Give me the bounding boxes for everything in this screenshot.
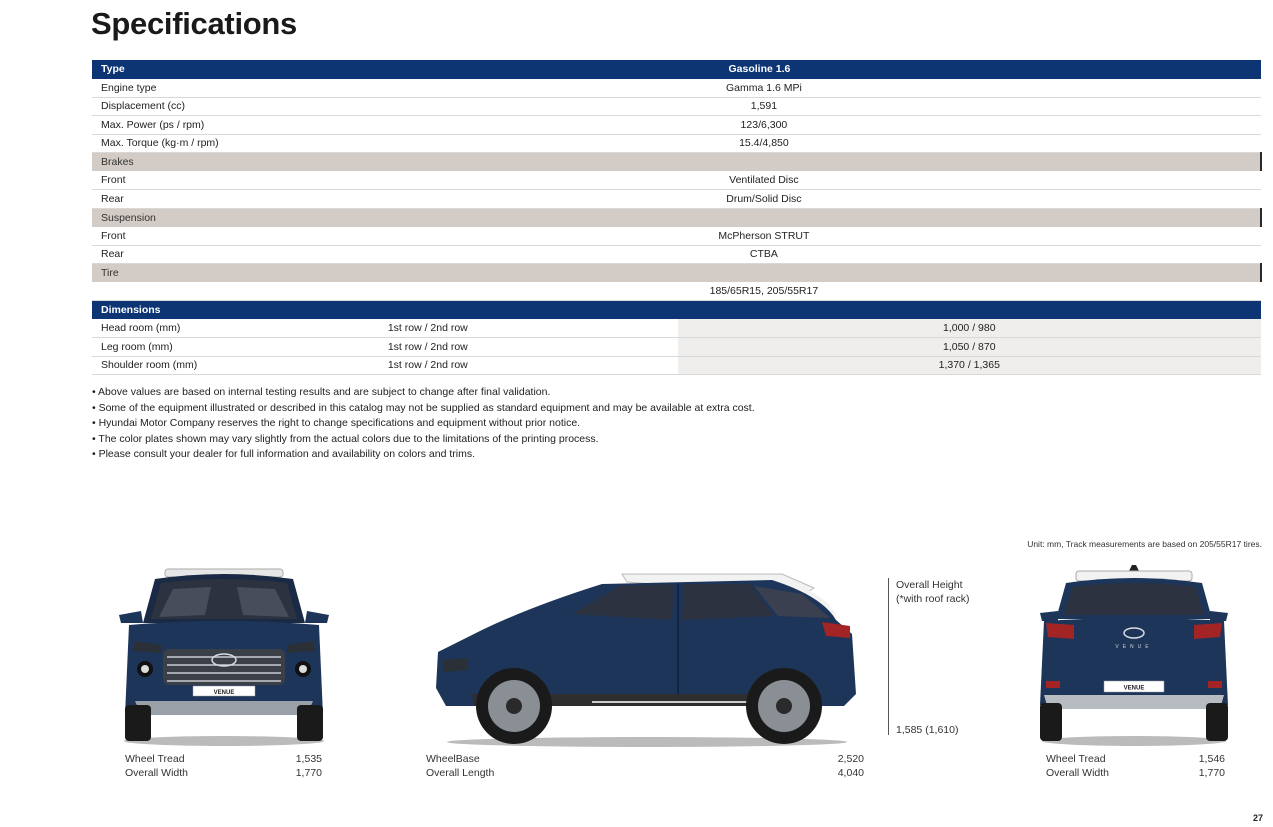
row-label: Max. Power (ps / rpm) <box>92 116 379 135</box>
front-wheel-tread-label: Wheel Tread <box>125 753 185 765</box>
overall-height-line <box>888 578 889 735</box>
row-value: 1,591 <box>379 97 1261 116</box>
front-wheel-tread-value: 1,535 <box>295 753 322 765</box>
section-label: Suspension <box>92 208 1261 227</box>
table-row <box>92 282 1261 301</box>
row-label: Displacement (cc) <box>92 97 379 116</box>
tire-section-row <box>92 264 1261 283</box>
type-header-row <box>92 60 1261 79</box>
row-sublabel: 1st row / 2nd row <box>379 319 678 338</box>
dimensions-header-row <box>92 301 1261 320</box>
overall-height-value: 1,585 (1,610) <box>896 724 959 736</box>
note-item: • Hyundai Motor Company reserves the right to change specifications and equipment without prior notice. <box>92 417 581 430</box>
dimensions-label: Dimensions <box>92 301 1261 320</box>
overall-length-label: Overall Length <box>426 767 495 779</box>
table-row <box>92 356 1261 375</box>
row-value: Ventilated Disc <box>379 171 1261 190</box>
row-value: 1,000 / 980 <box>678 319 1261 338</box>
row-value: 15.4/4,850 <box>379 134 1261 153</box>
row-label: Max. Torque (kg·m / rpm) <box>92 134 379 153</box>
table-row <box>92 97 1261 116</box>
rear-wheel-tread-label: Wheel Tread <box>1046 753 1106 765</box>
car-side-view-image <box>432 566 862 748</box>
row-value: 1,370 / 1,365 <box>678 356 1261 375</box>
wheelbase-value: 2,520 <box>837 753 864 765</box>
tire-value: 185/65R15, 205/55R17 <box>379 282 1261 301</box>
rear-overall-width-value: 1,770 <box>1198 767 1225 779</box>
unit-note: Unit: mm, Track measurements are based on 205/55R17 tires. <box>1027 539 1262 549</box>
section-label: Brakes <box>92 153 1261 172</box>
rear-overall-width-label: Overall Width <box>1046 767 1110 779</box>
row-label: Rear <box>92 190 379 209</box>
page-number: 27 <box>1252 813 1263 823</box>
section-label: Tire <box>92 264 1261 283</box>
row-value: Gamma 1.6 MPi <box>379 79 1261 98</box>
row-value: CTBA <box>379 245 1261 264</box>
table-row <box>92 227 1261 246</box>
svg-text:VENUE: VENUE <box>1115 644 1153 650</box>
note-item: • Please consult your dealer for full information and availability on colors and trims. <box>92 448 476 461</box>
note-item: • Above values are based on internal testing results and are subject to change after final validation. <box>92 386 551 398</box>
row-value: McPherson STRUT <box>379 227 1261 246</box>
brakes-section-row <box>92 153 1261 172</box>
row-value: Drum/Solid Disc <box>379 190 1261 209</box>
row-label: Head room (mm) <box>92 319 379 338</box>
specifications-table <box>92 60 1262 375</box>
row-label: Leg room (mm) <box>92 338 379 357</box>
type-value: Gasoline 1.6 <box>379 60 1261 79</box>
table-row <box>92 245 1261 264</box>
table-row <box>92 116 1261 135</box>
row-value: 1,050 / 870 <box>678 338 1261 357</box>
suspension-section-row <box>92 208 1261 227</box>
rear-measurements <box>1046 752 1225 780</box>
front-overall-width-label: Overall Width <box>125 767 189 779</box>
wheelbase-label: WheelBase <box>426 753 480 765</box>
note-item: • Some of the equipment illustrated or described in this catalog may not be supplied as standard equipment and may be available at extra cost. <box>92 401 755 414</box>
note-item: • The color plates shown may vary slightly from the actual colors due to the limitations of the printing process. <box>92 432 599 445</box>
front-license-plate: VENUE <box>213 690 235 696</box>
front-overall-width-value: 1,770 <box>295 767 322 779</box>
rear-license-plate: VENUE <box>1123 685 1145 692</box>
row-sublabel: 1st row / 2nd row <box>379 356 678 375</box>
table-row <box>92 338 1261 357</box>
overall-height-label: Overall Height (*with roof rack) <box>896 579 970 605</box>
table-row <box>92 134 1261 153</box>
row-label: Rear <box>92 245 379 264</box>
car-rear-view-image <box>1036 565 1232 747</box>
row-sublabel: 1st row / 2nd row <box>379 338 678 357</box>
table-row <box>92 79 1261 98</box>
table-row <box>92 171 1261 190</box>
row-label: Front <box>92 171 379 190</box>
car-front-view-image <box>115 565 333 747</box>
disclaimer-notes <box>92 385 755 463</box>
table-row <box>92 190 1261 209</box>
overall-length-value: 4,040 <box>837 767 864 779</box>
row-label: Shoulder room (mm) <box>92 356 379 375</box>
row-label: Engine type <box>92 79 379 98</box>
type-label: Type <box>92 60 379 79</box>
row-label: Front <box>92 227 379 246</box>
page-title: Specifications <box>91 6 297 41</box>
front-measurements <box>125 752 322 780</box>
row-value: 123/6,300 <box>379 116 1261 135</box>
table-row <box>92 319 1261 338</box>
side-measurements <box>426 752 864 780</box>
rear-wheel-tread-value: 1,546 <box>1198 753 1225 765</box>
